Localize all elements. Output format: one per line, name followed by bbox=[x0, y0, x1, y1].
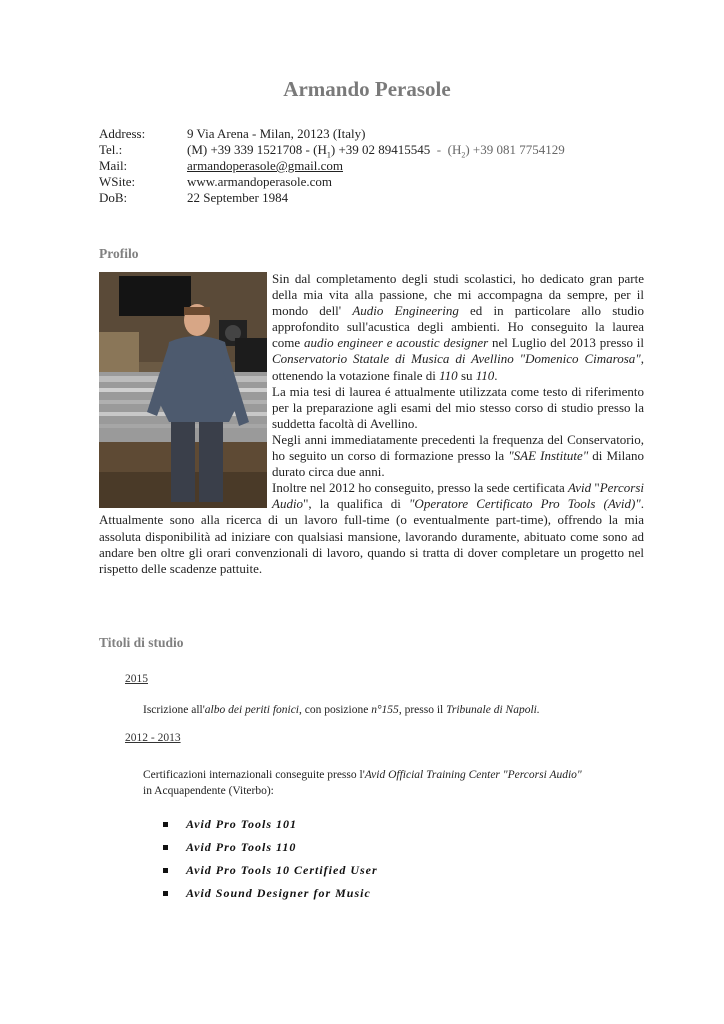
wsite-value[interactable]: www.armandoperasole.com bbox=[187, 174, 332, 189]
dob-label: DoB: bbox=[99, 190, 128, 205]
tel-home1: ) +39 02 89415545 bbox=[330, 142, 431, 157]
e1-a: Iscrizione all' bbox=[143, 704, 205, 716]
p3-text-c: di Milano durato circa due anni. bbox=[272, 448, 644, 480]
tel-row bbox=[99, 142, 565, 158]
profile-paragraph-2: La mia tesi di laurea é attualmente utilizzata come testo di riferimento per la preparazione agli esami del mio stesso corso di studio presso la suddetta facoltà di Avellino. bbox=[272, 383, 644, 431]
contact-block bbox=[99, 126, 565, 206]
p4-text-f: "Operatore Certificato Pro Tools (Avid)" bbox=[408, 496, 641, 512]
e1-d: n°155 bbox=[371, 704, 399, 716]
p3-text-b: "SAE Institute" bbox=[508, 448, 589, 464]
certifications-list bbox=[163, 817, 378, 909]
mail-link[interactable]: armandoperasole@gmail.com bbox=[187, 158, 343, 173]
mail-label: Mail: bbox=[99, 158, 128, 173]
e2-c: in Acquapendente (Viterbo): bbox=[143, 785, 274, 797]
e2-a: Certificazioni internazionali conseguite presso l' bbox=[143, 769, 365, 781]
tel-mobile: (M) +39 339 1521708 - (H bbox=[187, 142, 327, 157]
year-2012-2013: 2012 - 2013 bbox=[125, 732, 181, 744]
tel-home2: ) +39 081 7754129 bbox=[465, 142, 565, 157]
bullet-icon bbox=[163, 845, 168, 850]
entry-2015 bbox=[143, 702, 540, 718]
p1-text-e: nel Luglio del 2013 presso il bbox=[488, 335, 644, 351]
p1-text-c: ed in particolare allo studio approfondito sull'acustica degli ambienti. Ho conseguito la laurea come bbox=[272, 303, 645, 351]
p4-text-e: ", la qualifica di bbox=[303, 496, 409, 512]
list-item bbox=[163, 886, 378, 909]
profile-heading: Profilo bbox=[99, 246, 139, 261]
bullet-icon bbox=[163, 868, 168, 873]
p1-text-j: 110 bbox=[475, 367, 495, 383]
p4-text-d: Percorsi Audio bbox=[272, 480, 644, 512]
page-title: Armando Perasole bbox=[283, 77, 451, 101]
studies-heading: Titoli di studio bbox=[99, 635, 184, 650]
bullet-icon bbox=[163, 891, 168, 896]
address-row bbox=[99, 126, 565, 142]
tel-label: Tel.: bbox=[99, 142, 123, 157]
wsite-row bbox=[99, 174, 565, 190]
wsite-label: WSite: bbox=[99, 174, 136, 189]
p1-text-i: su bbox=[457, 367, 476, 383]
cert-2: Avid Pro Tools 110 bbox=[186, 840, 297, 854]
mail-row bbox=[99, 158, 565, 174]
e1-f: Tribunale di Napoli. bbox=[446, 704, 540, 716]
p1-text-f: Conservatorio Statale di Musica di Avellino "Domenico Cimarosa" bbox=[272, 351, 641, 367]
p4-text-g: . Attualmente sono alla ricerca di un lavoro full-time (o eventualmente part-time), offrendo la mia assoluta disponibilità ad iniziare con qualsiasi mansione, lavorando duramente, abituato come sono ad andare ben oltre gli orari convenzionali di lavoro, quando si tratta di dover completare un progetto nel rispetto delle scadenze pattuite. bbox=[99, 496, 644, 576]
address-label: Address: bbox=[99, 126, 146, 141]
p1-text-h: 110 bbox=[439, 367, 458, 383]
year-2015: 2015 bbox=[125, 673, 148, 685]
p4-text-b: Avid bbox=[568, 480, 592, 496]
list-item bbox=[163, 840, 378, 863]
cert-1: Avid Pro Tools 101 bbox=[186, 817, 298, 831]
tel-home2-prefix: - (H bbox=[430, 142, 462, 157]
profile-text bbox=[99, 271, 644, 577]
p1-text-d: audio engineer e acoustic designer bbox=[303, 335, 489, 351]
dob-value: 22 September 1984 bbox=[187, 190, 289, 205]
p4-text-c: " bbox=[591, 480, 600, 496]
address-value: 9 Via Arena - Milan, 20123 (Italy) bbox=[187, 126, 366, 141]
dob-row bbox=[99, 190, 565, 206]
e1-c: , con posizione bbox=[299, 704, 372, 716]
tel-h1-sub: 1 bbox=[326, 150, 331, 160]
cert-3: Avid Pro Tools 10 Certified User bbox=[186, 863, 378, 877]
p3-text-a: Negli anni immediatamente precedenti la frequenza del Conservatorio, ho seguito un corso di formazione presso la bbox=[272, 431, 644, 464]
p1-text-k: . bbox=[494, 367, 498, 383]
e1-e: , presso il bbox=[398, 704, 447, 716]
p1-text-a: Sin dal completamento degli studi scolastici, ho dedicato gran parte della mia vita alla passione, che mi accompagna da sempre, per il mondo dell' bbox=[272, 271, 644, 319]
e1-b: albo dei periti fonici bbox=[204, 704, 300, 716]
list-item bbox=[163, 863, 378, 886]
entry-2012-2013 bbox=[143, 767, 663, 799]
bullet-icon bbox=[163, 822, 168, 827]
tel-h2-sub: 2 bbox=[461, 150, 466, 160]
e2-b: Avid Official Training Center "Percorsi Audio" bbox=[364, 769, 582, 781]
tel-value bbox=[187, 142, 565, 158]
p4-text-a: Inoltre nel 2012 ho conseguito, presso la sede certificata bbox=[272, 480, 569, 496]
photo-spacer bbox=[99, 271, 267, 508]
list-item bbox=[163, 817, 378, 840]
p1-text-g: , ottenendo la votazione finale di bbox=[272, 351, 644, 383]
cert-4: Avid Sound Designer for Music bbox=[186, 886, 371, 900]
p1-text-b: Audio Engineering bbox=[352, 303, 459, 319]
